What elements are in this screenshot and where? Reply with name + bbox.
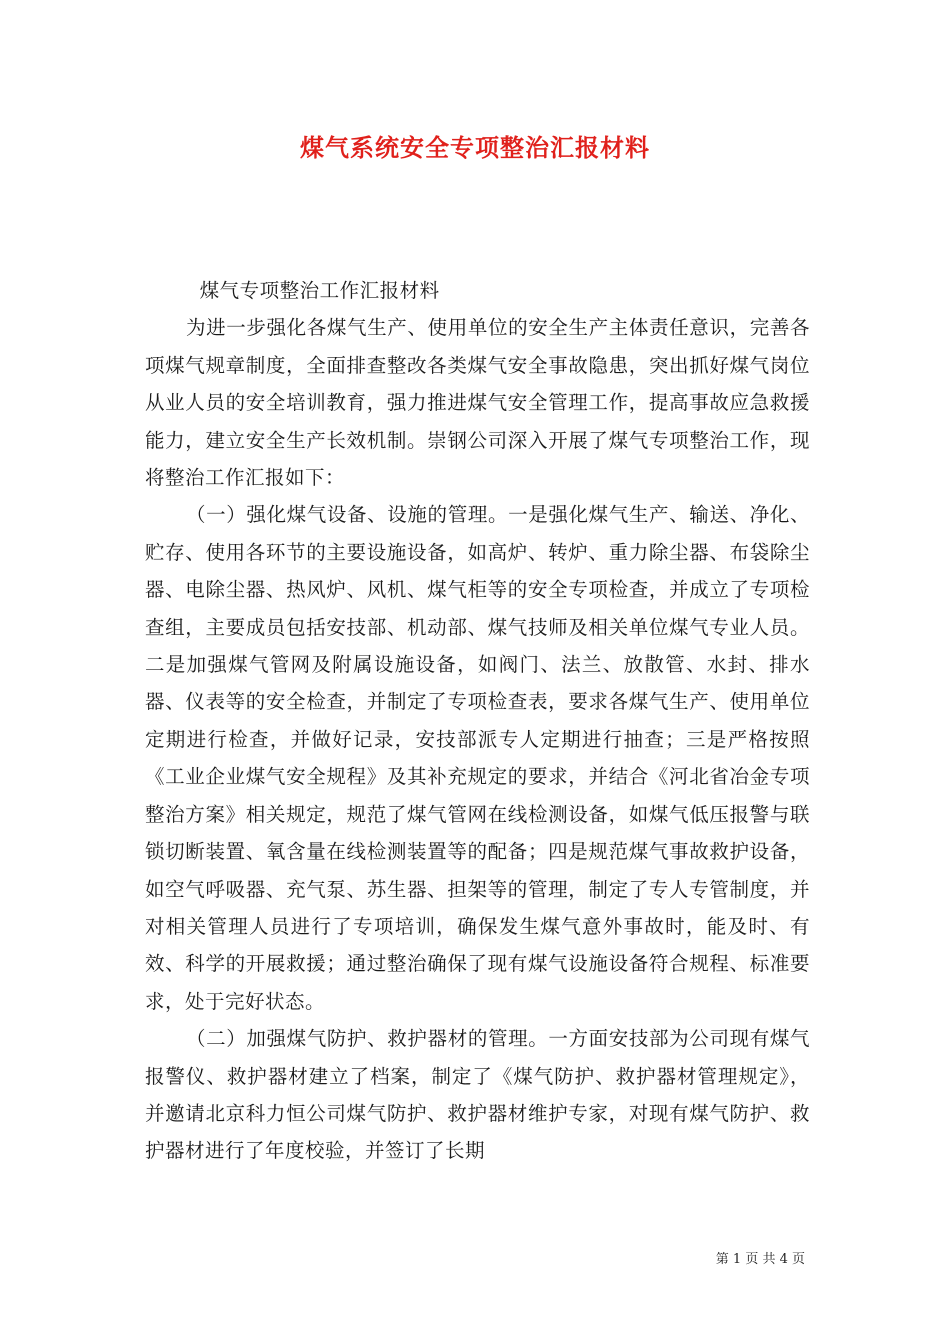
document-subtitle: 煤气专项整治工作汇报材料: [199, 279, 440, 302]
paragraph-section-2: （二）加强煤气防护、救护器材的管理。一方面安技部为公司现有煤气报警仪、救护器材建立了档案，制定了《煤气防护、救护器材管理规定》，并邀请北京科力恒公司煤气防护、救护器材维护专家，对现有煤气防护、救护器材进行了年度校验，并签订了长期: [145, 1027, 810, 1163]
page-number: 第 1 页 共 4 页: [715, 1252, 805, 1267]
paragraph-section-1: （一）强化煤气设备、设施的管理。一是强化煤气生产、输送、净化、贮存、使用各环节的主要设施设备，如高炉、转炉、重力除尘器、布袋除尘器、电除尘器、热风炉、风机、煤气柜等的安全专项检查，并成立了专项检查组，主要成员包括安技部、机动部、煤气技师及相关单位煤气专业人员。二是加强煤气管网及附属设施设备，如阀门、法兰、放散管、水封、排水器、仪表等的安全检查，并制定了专项检查表，要求各煤气生产、使用单位定期进行检查，并做好记录，安技部派专人定期进行抽查；三是严格按照《工业企业煤气安全规程》及其补充规定的要求，并结合《河北省冶金专项整治方案》相关规定，规范了煤气管网在线检测设备，如煤气低压报警与联锁切断装置、氧含量在线检测装置等的配备；四是规范煤气事故救护设备，如空气呼吸器、充气泵、苏生器、担架等的管理，制定了专人专管制度，并对相关管理人员进行了专项培训，确保发生煤气意外事故时，能及时、有效、科学的开展救援；通过整治确保了现有煤气设施设备符合规程、标准要求，处于完好状态。: [145, 503, 810, 1013]
page-title: 煤气系统安全专项整治汇报材料: [300, 133, 650, 162]
document-body: [145, 272, 810, 1170]
paragraph-intro: 为进一步强化各煤气生产、使用单位的安全生产主体责任意识，完善各项煤气规章制度，全面排查整改各类煤气安全事故隐患，突出抓好煤气岗位从业人员的安全培训教育，强力推进煤气安全管理工作，提高事故应急救援能力，建立安全生产长效机制。崇钢公司深入开展了煤气专项整治工作，现将整治工作汇报如下：: [145, 316, 810, 490]
